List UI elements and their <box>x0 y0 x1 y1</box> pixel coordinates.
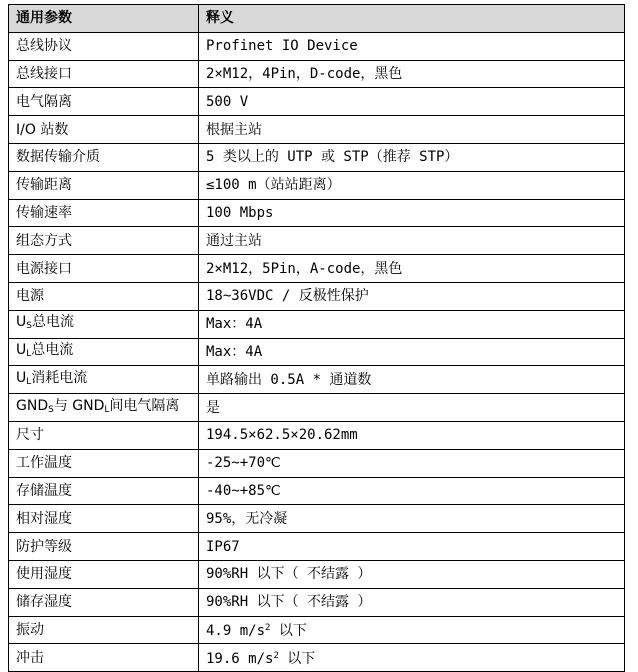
param-suffix: 间电气隔离 <box>109 397 180 414</box>
param-prefix: U <box>16 314 27 331</box>
table-row <box>9 143 625 171</box>
param-cell <box>9 394 199 422</box>
table-row <box>9 588 625 616</box>
desc-cell: Max：4A <box>199 310 625 338</box>
desc-cell: ≤100 m（站站距离） <box>199 171 625 199</box>
desc-cell: -40~+85℃ <box>199 477 625 505</box>
param-prefix: U <box>16 369 27 386</box>
desc-superscript: 2 <box>265 623 271 634</box>
table-header-row <box>9 5 625 33</box>
table-row <box>9 477 625 505</box>
param-a-subscript: S <box>48 404 54 415</box>
desc-cell: 100 Mbps <box>199 199 625 227</box>
table-row <box>9 366 625 394</box>
param-a: GND <box>16 397 49 414</box>
desc-cell <box>199 616 625 644</box>
table-row <box>9 616 625 644</box>
param-suffix: 总电流 <box>31 341 74 358</box>
param-subscript: L <box>26 348 32 359</box>
table-row <box>9 32 625 60</box>
table-row <box>9 421 625 449</box>
param-cell: 存储温度 <box>9 477 199 505</box>
table-row <box>9 227 625 255</box>
param-cell: 防护等级 <box>9 533 199 561</box>
desc-cell: 90%RH 以下（ 不结露 ） <box>199 588 625 616</box>
table-row <box>9 533 625 561</box>
spec-table <box>8 4 625 672</box>
param-cell: 总线接口 <box>9 60 199 88</box>
table-row <box>9 560 625 588</box>
param-cell: 相对湿度 <box>9 505 199 533</box>
table-row <box>9 116 625 144</box>
param-subscript: L <box>26 376 32 387</box>
param-cell: 传输距离 <box>9 171 199 199</box>
header-param: 通用参数 <box>9 5 199 33</box>
desc-suffix: 以下 <box>278 651 316 668</box>
desc-cell: 2×M12，4Pin，D-code，黑色 <box>199 60 625 88</box>
param-suffix: 总电流 <box>31 314 74 331</box>
desc-cell: 单路输出 0.5A * 通道数 <box>199 366 625 394</box>
table-row <box>9 449 625 477</box>
param-cell: 振动 <box>9 616 199 644</box>
desc-cell: Profinet IO Device <box>199 32 625 60</box>
param-b-subscript: L <box>104 404 110 415</box>
param-cell: 电气隔离 <box>9 88 199 116</box>
param-cell: I/O 站数 <box>9 116 199 144</box>
param-cell: 电源接口 <box>9 255 199 283</box>
desc-suffix: 以下 <box>270 623 307 640</box>
desc-cell: 500 V <box>199 88 625 116</box>
desc-prefix: 4.9 m/s <box>206 623 266 640</box>
param-cell: 传输速率 <box>9 199 199 227</box>
table-row <box>9 60 625 88</box>
table-row <box>9 88 625 116</box>
desc-superscript: 2 <box>273 651 279 662</box>
desc-cell: Max：4A <box>199 338 625 366</box>
desc-cell: 通过主站 <box>199 227 625 255</box>
param-cell: 尺寸 <box>9 421 199 449</box>
table-row <box>9 255 625 283</box>
param-mid: 与 GND <box>53 397 105 414</box>
desc-cell: -25~+70℃ <box>199 449 625 477</box>
param-prefix: U <box>16 341 27 358</box>
table-row <box>9 505 625 533</box>
param-cell: 电源 <box>9 282 199 310</box>
desc-cell <box>199 644 625 672</box>
desc-cell: 95%，无冷凝 <box>199 505 625 533</box>
desc-prefix: 19.6 m/s <box>206 651 274 668</box>
desc-cell: 2×M12，5Pin，A-code，黑色 <box>199 255 625 283</box>
param-cell: 使用湿度 <box>9 560 199 588</box>
table-row <box>9 171 625 199</box>
table-row <box>9 282 625 310</box>
table-row <box>9 644 625 672</box>
param-cell <box>9 338 199 366</box>
param-subscript: S <box>26 321 32 332</box>
param-cell <box>9 310 199 338</box>
param-cell: 冲击 <box>9 644 199 672</box>
param-cell: 总线协议 <box>9 32 199 60</box>
param-cell: 数据传输介质 <box>9 143 199 171</box>
desc-cell: 是 <box>199 394 625 422</box>
table-row <box>9 310 625 338</box>
param-cell: 储存湿度 <box>9 588 199 616</box>
table-row <box>9 199 625 227</box>
desc-cell: 18~36VDC / 反极性保护 <box>199 282 625 310</box>
param-suffix: 消耗电流 <box>31 369 88 386</box>
desc-cell: IP67 <box>199 533 625 561</box>
table-row <box>9 394 625 422</box>
desc-cell: 根据主站 <box>199 116 625 144</box>
param-cell <box>9 366 199 394</box>
param-cell: 工作温度 <box>9 449 199 477</box>
desc-cell: 194.5×62.5×20.62mm <box>199 421 625 449</box>
desc-cell: 5 类以上的 UTP 或 STP（推荐 STP） <box>199 143 625 171</box>
header-desc: 释义 <box>199 5 625 33</box>
table-row <box>9 338 625 366</box>
param-cell: 组态方式 <box>9 227 199 255</box>
desc-cell: 90%RH 以下（ 不结露 ） <box>199 560 625 588</box>
